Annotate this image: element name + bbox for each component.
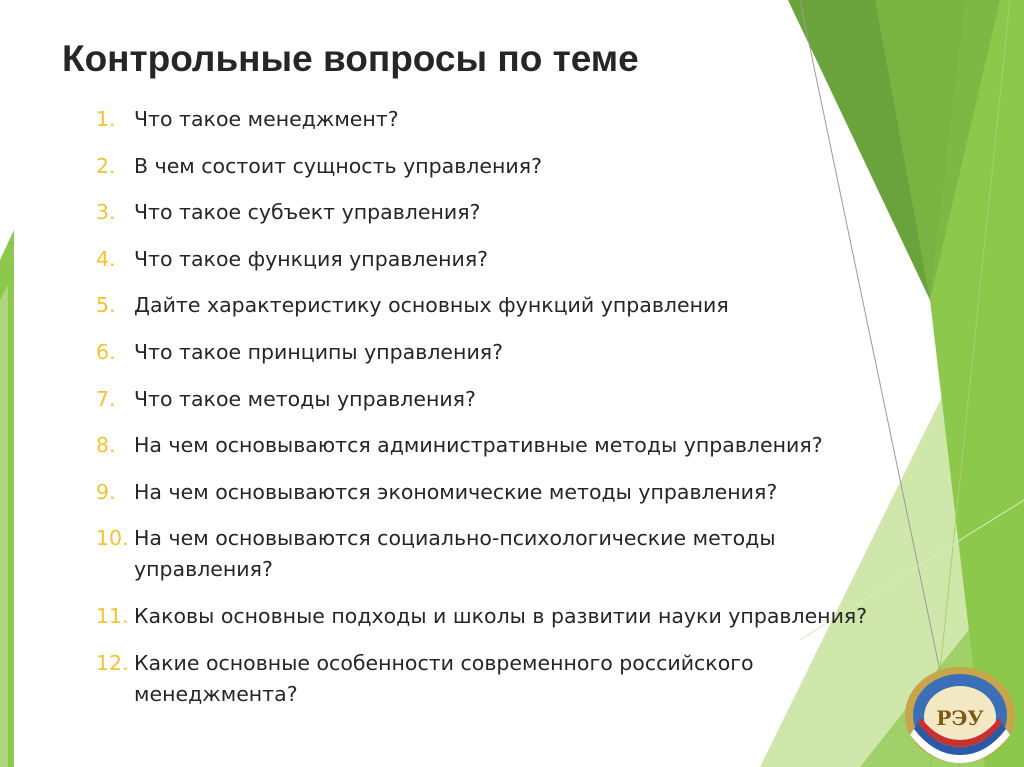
item-text: На чем основываются социально-психологические методы управления? — [134, 526, 776, 582]
item-number: 8. — [96, 433, 116, 458]
item-text: На чем основываются экономические методы управления? — [134, 479, 778, 504]
list-item — [96, 151, 896, 182]
list-item — [96, 244, 896, 275]
list-item — [96, 104, 896, 135]
item-text: Что такое принципы управления? — [134, 339, 503, 364]
item-number: 2. — [96, 153, 116, 178]
university-emblem-icon — [902, 665, 1018, 765]
questions-list — [96, 104, 896, 725]
item-number: 11. — [96, 603, 129, 628]
item-number: 12. — [96, 650, 129, 675]
item-number: 7. — [96, 386, 116, 411]
item-text: Дайте характеристику основных функций управления — [134, 293, 729, 318]
list-item — [96, 523, 896, 585]
item-text: На чем основываются административные методы управления? — [134, 433, 823, 458]
list-item — [96, 601, 896, 632]
item-number: 5. — [96, 293, 116, 318]
emblem-monogram: РЭУ — [936, 706, 984, 730]
item-number: 3. — [96, 200, 116, 225]
item-text: Каковы основные подходы и школы в развитии науки управления? — [134, 603, 868, 628]
item-text: Что такое субъект управления? — [134, 200, 481, 225]
item-number: 4. — [96, 246, 116, 271]
item-number: 1. — [96, 107, 116, 131]
slide-title: Контрольные вопросы по теме — [62, 38, 639, 79]
list-item — [96, 648, 896, 710]
list-item — [96, 384, 896, 415]
item-text: Что такое менеджмент? — [134, 107, 399, 131]
item-text: Какие основные особенности современного российского менеджмента? — [134, 650, 754, 706]
item-text: Что такое функция управления? — [134, 246, 489, 271]
item-text: Что такое методы управления? — [134, 386, 476, 411]
list-item — [96, 337, 896, 368]
item-number: 10. — [96, 526, 129, 551]
list-item — [96, 430, 896, 461]
list-item — [96, 477, 896, 508]
item-number: 9. — [96, 479, 116, 504]
list-item — [96, 197, 896, 228]
list-item — [96, 290, 896, 321]
item-text: В чем состоит сущность управления? — [134, 153, 542, 178]
left-green-strip-light — [0, 285, 8, 767]
item-number: 6. — [96, 339, 116, 364]
